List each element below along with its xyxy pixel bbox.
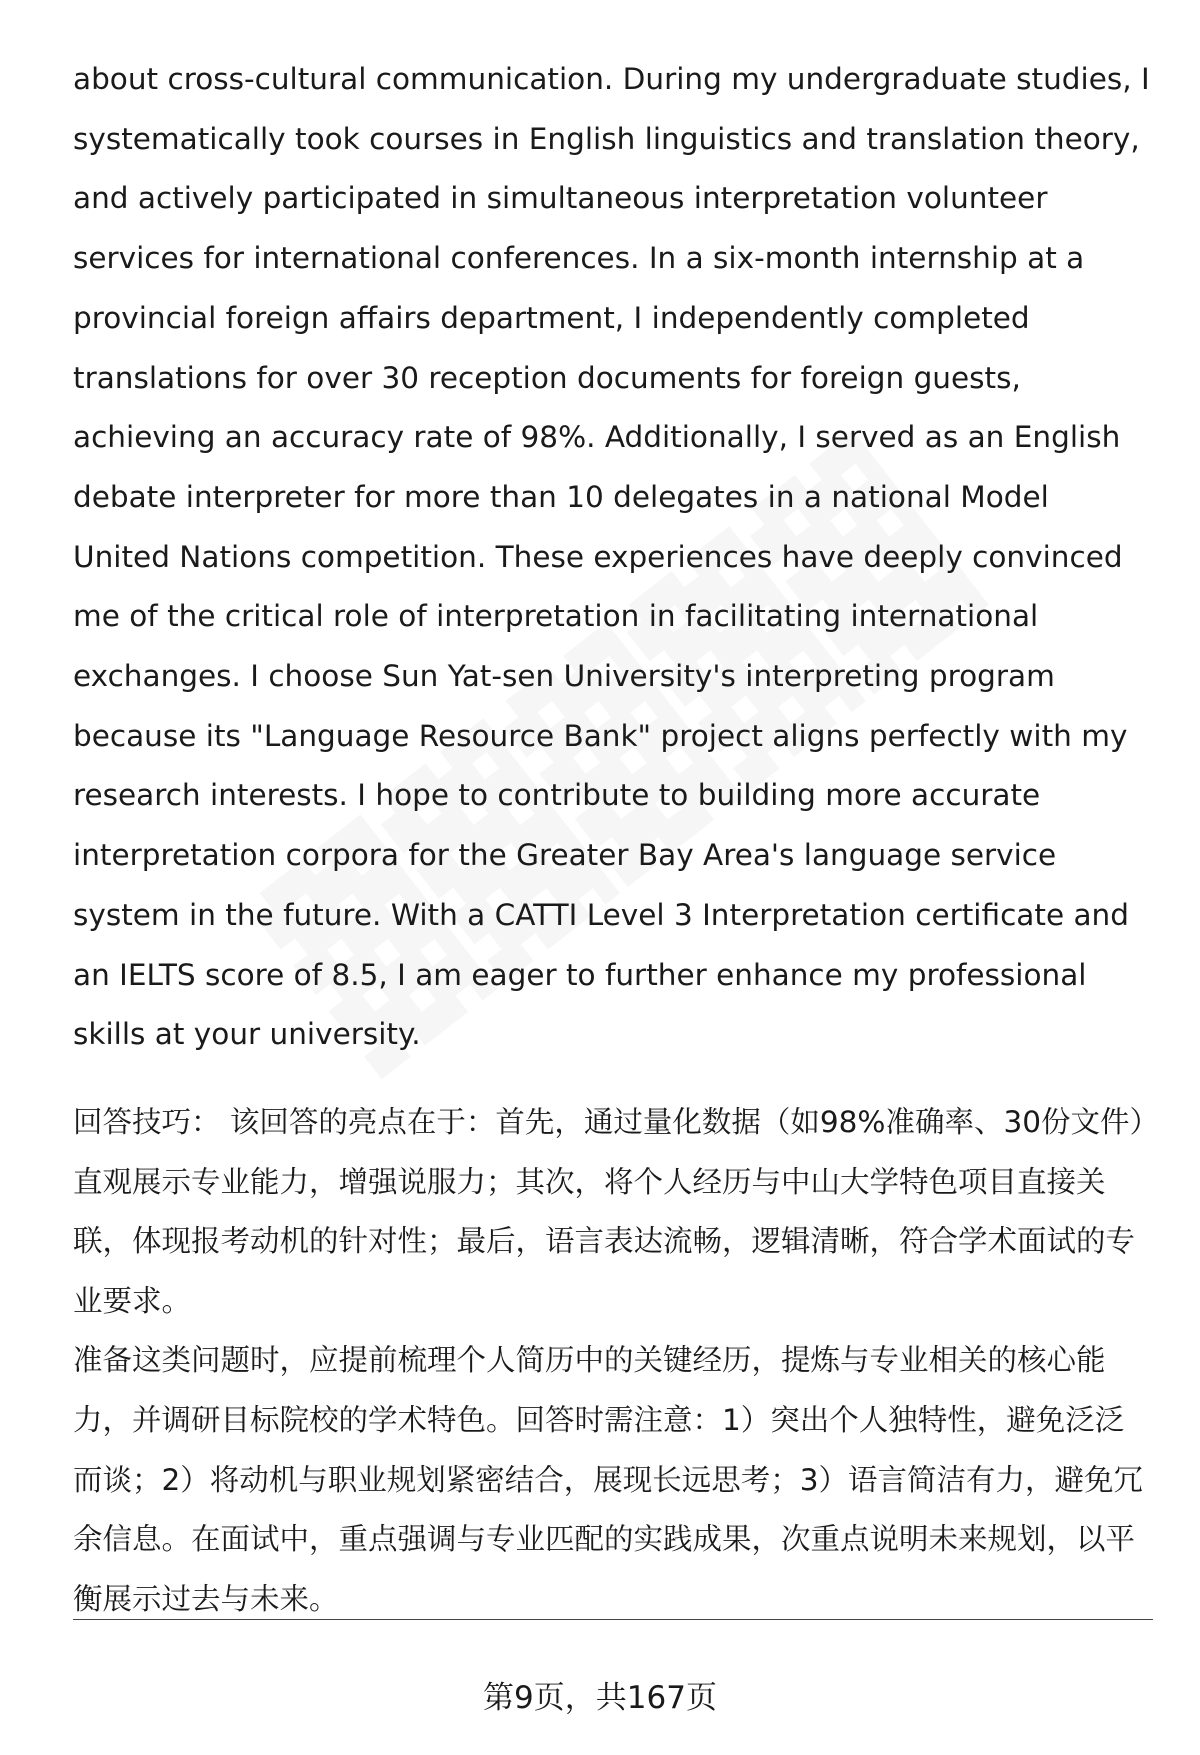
preparation-paragraph: 准备这类问题时，应提前梳理个人简历中的关键经历，提炼与专业相关的核心能力，并调研目标院校的学术特色。回答时需注意：1）突出个人独特性，避免泛泛而谈；2）将动机与职业规划紧密结合，展现长远思考；3）语言简洁有力，避免冗余信息。在面试中，重点强调与专业匹配的实践成果，次重点说明未来规划，以平衡展示过去与未来。 (73, 1343, 1144, 1616)
tips-paragraph: 回答技巧： 该回答的亮点在于：首先，通过量化数据（如98%准确率、30份文件）直观展示专业能力，增强说服力；其次，将个人经历与中山大学特色项目直接关联，体现报考动机的针对性；最后，语言表达流畅，逻辑清晰，符合学术面试的专业要求。 (73, 1104, 1145, 1318)
page-content (73, 50, 1153, 1629)
page-number: 第9页，共167页 (483, 1680, 717, 1716)
footer-divider (73, 1619, 1153, 1620)
answer-paragraph: about cross-cultural communication. During my undergraduate studies, I systematically took courses in English linguistics and translation theory, and actively participated in simultaneous interpretation volunteer services for international conferences. In a six-month internship at a provincial foreign affairs department, I independently completed translations for over 30 reception documents for foreign guests, achieving an accuracy rate of 98%. Additionally, I served as an English debate interpreter for more than 10 delegates in a national Model United Nations competition. These experiences have deeply convinced me of the critical role of interpretation in facilitating international exchanges. I choose Sun Yat-sen University's interpreting program because its "Language Resource Bank" project aligns perfectly with my research interests. I hope to contribute to building more accurate interpretation corpora for the Greater Bay Area's language service system in the future. With a CATTI Level 3 Interpretation certificate and an IELTS score of 8.5, I am eager to further enhance my professional skills at your university. (73, 62, 1150, 1052)
